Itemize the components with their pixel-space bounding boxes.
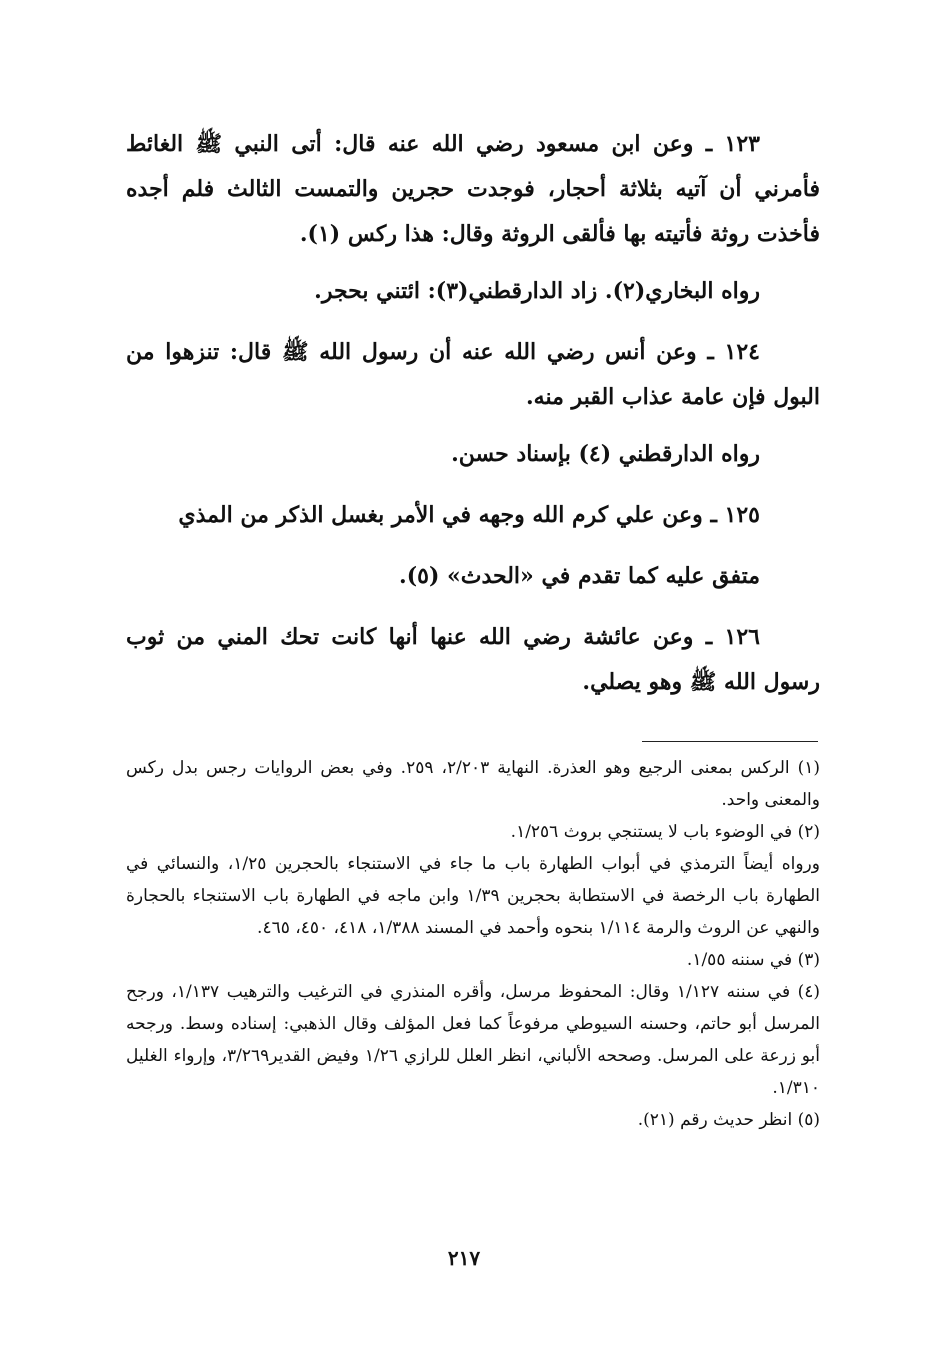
hadith-124: ١٢٤ ـ وعن أنس رضي الله عنه أن رسول الله ﷺ قال: تنزهوا من البول فإن عامة عذاب القبر منه. xyxy=(126,339,820,410)
page-number: ٢١٧ xyxy=(447,1246,481,1270)
footnote-divider xyxy=(642,741,818,742)
footnote-1: (١) الركس بمعنى الرجيع وهو العذرة. النهاية ٢/٢٠٣، ٢٥٩. وفي بعض الروايات رجس بدل ركس والمعنى واحد. xyxy=(126,758,821,810)
footnote-2-continuation: ورواه أيضاً الترمذي في أبواب الطهارة باب ما جاء في الاستنجاء بالحجرين ١/٢٥، والنسائي في الطهارة باب الرخصة في الاستطابة بحجرين ١/٣٩ وابن ماجه في الطهارة باب الاستنجاء بالحجارة والنهي عن الروث والرمة ١/١١٤ بنحوه وأحمد في المسند ١/٣٨٨، ٤١٨، ٤٥٠، ٤٦٥. xyxy=(126,854,820,938)
hadith-125-source: متفق عليه كما تقدم في «الحدث» (٥). xyxy=(399,563,760,589)
hadith-125: ١٢٥ ـ وعن علي كرم الله وجهه في الأمر بغسل الذكر من المذي xyxy=(178,502,760,528)
footnote-4: (٤) في سننه ١/١٢٧ وقال: المحفوظ مرسل، وأقره المنذري في الترغيب والترهيب ١/١٣٧، ورجح المرسل أبو حاتم، وحسنه السيوطي مرفوعاً كما فعل المؤلف وقال الذهبي: إسناده وسط. ورجحه أبو زرعة على المرسل. وصححه الألباني، انظر العلل للرازي ١/٢٦ وفيض القدير٣/٢٦٩، وإرواء الغليل ١/٣١٠. xyxy=(126,982,821,1098)
hadith-124-source: رواه الدارقطني (٤) بإسناد حسن. xyxy=(451,441,760,467)
footnotes xyxy=(126,752,820,1136)
hadith-123-source: رواه البخاري(٢). زاد الدارقطني(٣): ائتني بحجر. xyxy=(314,278,760,304)
hadith-123: ١٢٣ ـ وعن ابن مسعود رضي الله عنه قال: أتى النبي ﷺ الغائط فأمرني أن آتيه بثلاثة أحجار، فوجدت حجرين والتمست الثالث فلم أجده فأخذت روثة فأتيته بها فألقى الروثة وقال: هذا ركس (١). xyxy=(126,131,820,247)
main-text xyxy=(126,122,820,717)
hadith-126: ١٢٦ ـ وعن عائشة رضي الله عنها أنها كانت تحك المني من ثوب رسول الله ﷺ وهو يصلي. xyxy=(126,624,820,695)
footnote-5: (٥) انظر حديث رقم (٢١). xyxy=(637,1110,820,1130)
footnote-2: (٢) في الوضوء باب لا يستنجي بروث ١/٢٥٦. xyxy=(510,822,820,842)
footnote-3: (٣) في سننه ١/٥٥. xyxy=(686,950,820,970)
